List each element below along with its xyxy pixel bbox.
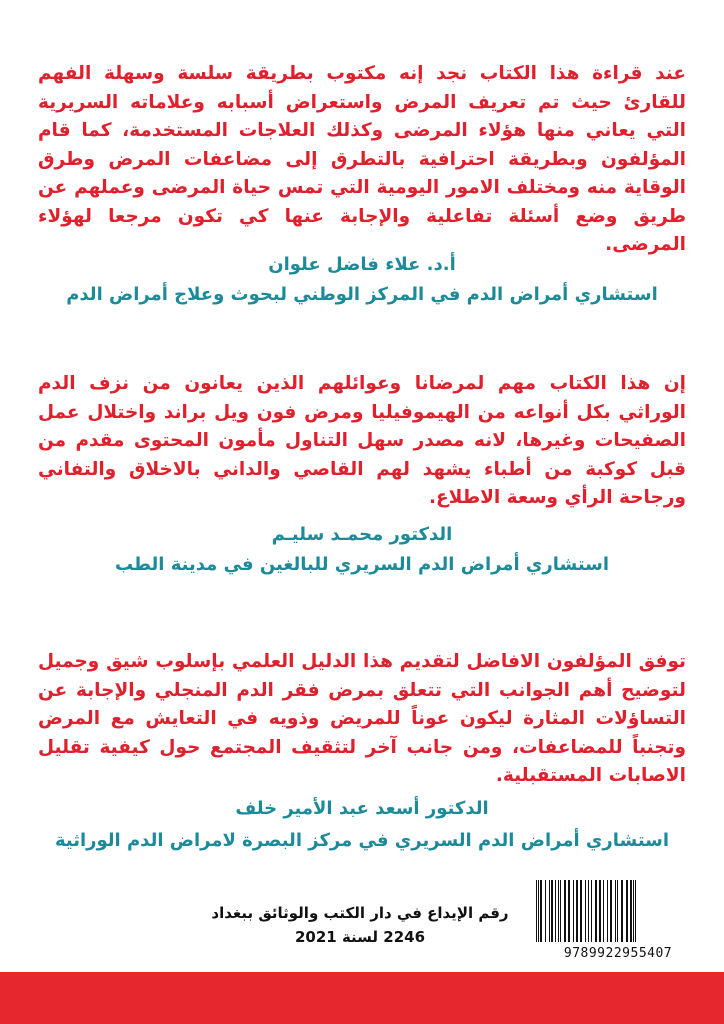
barcode-bar [591,880,592,942]
review-text-2: إن هذا الكتاب مهم لمرضانا وعوائلهم الذين يعانون من نزف الدم الوراثي بكل أنواعه من الهيموفيليا ومرض فون ويل براند واختلال عمل الصفيحات وغيرها، لانه مصدر سهل التناول مأمون المحتوى مقدم من قبل كوكبة من أطباء يشهد لهم القاصي والداني بالاخلاق والتفاني ورجاحة الرأي وسعة الاطلاع. [38,373,686,508]
barcode-bar [576,880,578,942]
barcode-bar [564,880,566,942]
barcode-bar [558,880,559,942]
review-text-3: توفق المؤلفون الافاضل لتقديم هذا الدليل العلمي بإسلوب شيق وجميل لتوضيح أهم الجوانب التي تتعلق بمرض فقر الدم المنجلي والإجابة عن التساؤلات المثارة ليكون عوناً للمريض وذويه في التعايش مع المرض وتجنباً للمضاعفات، ومن جانب آخر لتثقيف المجتمع حول كيفية تقليل الاصابات المستقبلية. [38,651,686,786]
barcode-bar [626,880,628,942]
barcode-bar [538,880,539,942]
barcode-bar [635,880,636,942]
review-text-1: عند قراءة هذا الكتاب نجد إنه مكتوب بطريقة سلسة وسهلة الفهم للقارئ حيث تم تعريف المرض واستعراض أسبابه وعلاماته السريرية التي يعاني منها هؤلاء المرضى وكذلك العلاجات المستخدمة، كما قام المؤلفون وبطريقة احترافية بالتطرق إلى مضاعفات المرض وطرق الوقاية منه ومختلف الامور اليومية التي تمس حياة المرضى وعملهم عن طريق وضع أسئلة تفاعلية والإجابة عنها كي تكون مرجعا لهؤلاء المرضى. [38,63,686,255]
barcode-bar [588,880,589,942]
barcode-bar [610,880,612,942]
reviewer-name-1: أ.د. علاء فاضل علوان [268,254,456,275]
barcode-bar [615,880,616,942]
barcode-bars [534,880,702,944]
barcode-bar [545,880,546,942]
reviewer-name-3: الدكتور أسعد عبد الأمير خلف [235,798,489,819]
deposit-number-label: رقم الإيداع في دار الكتب والوثائق ببغداد [211,904,509,922]
barcode-bar [607,880,608,942]
barcode-bar [536,880,537,942]
barcode-bar [549,880,550,942]
barcode-bar [595,880,597,942]
barcode-bar [633,880,634,942]
barcode-bar [621,880,623,942]
barcode-bar [573,880,574,942]
barcode-bar [560,880,561,942]
isbn-number: 9789922955407 [563,946,673,961]
barcode-bar [555,880,556,942]
deposit-number-value: 2246 لسنة 2021 [294,928,426,946]
isbn-barcode [528,880,708,966]
reviewer-title-2: استشاري أمراض الدم السريري للبالغين في مدينة الطب [114,554,610,575]
barcode-bar [568,880,570,942]
barcode-bar [617,880,618,942]
barcode-bar [551,880,553,942]
barcode-bar [540,880,542,942]
barcode-bar [630,880,632,942]
barcode-bar [603,880,604,942]
barcode-bar [580,880,582,942]
reviewer-title-1: استشاري أمراض الدم في المركز الوطني لبحوث وعلاج أمراض الدم [66,284,658,305]
reviewer-name-2: الدكتور محمـد سليـم [271,524,453,545]
footer-band [0,972,724,1024]
barcode-bar [585,880,586,942]
barcode-bar [599,880,601,942]
reviewer-title-3: استشاري أمراض الدم السريري في مركز البصرة لامراض الدم الوراثية [54,830,670,851]
